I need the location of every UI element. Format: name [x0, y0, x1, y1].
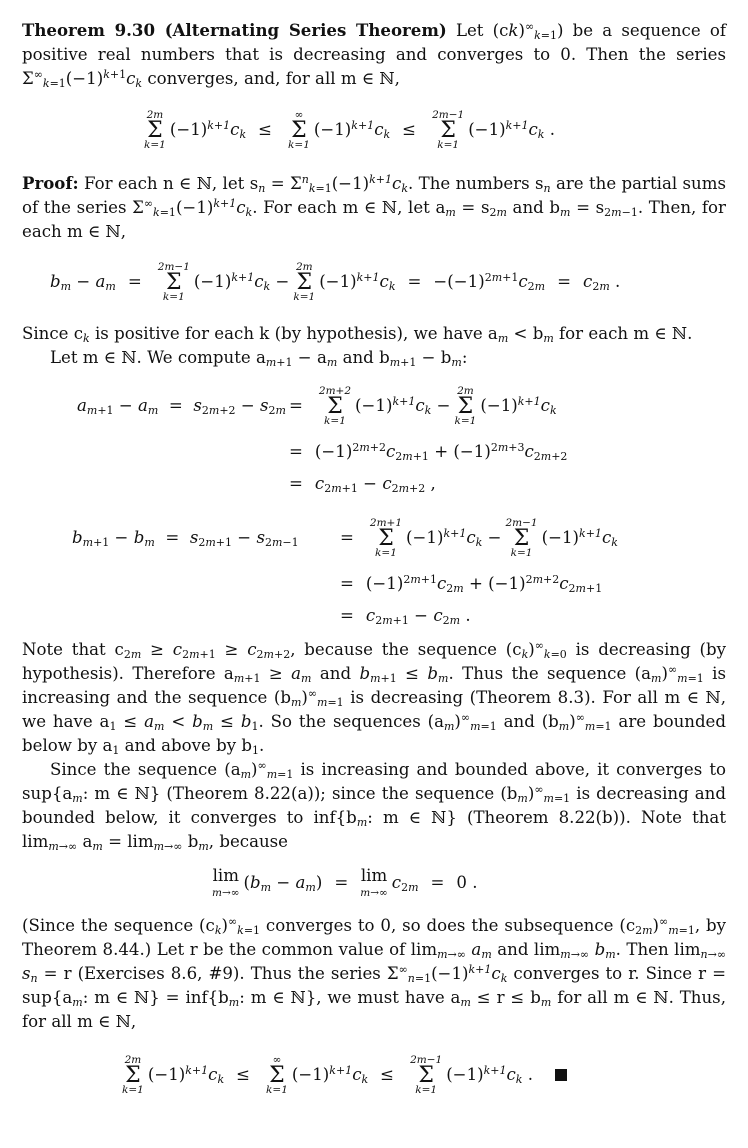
- equation-b-diff: $b_{m+1} - b_m = s_{2m+1} - s_{2m-1}$ = 2m+1 Σ k=1 $(-1)^{k+1}c_k$ − 2m−1 Σ k=1 $(-1)^{k+1}c_k$ = $(-1)^{2m+1}c_{2m} + (-1)^{2m+2}c_{2m+1}$ = $c_{2m+1} - c_{2m}$ .: [72, 517, 618, 627]
- compute-paragraph: Let m ∈ ℕ. We compute $a_{m+1} - a_m$ and $b_{m+1} - b_m$:: [50, 348, 468, 369]
- note-paragraph: Note that $c_{2m} \ge c_{2m+1} \ge c_{2m+2}$, because the sequence $(c_k)^\infty_{k=0}$ is decreasing (by hypothesis). Therefore $a_{m+1} \ge a_m$ and $b_{m+1} \le b_m$. Thus the sequence $(a_m)^\infty_{m=1}$ is increasing and the sequence $(b_m)^\infty_{m=1}$ is decreasing (Theorem 8.3). For all m ∈ ℕ, we have $a_1 \le a_m < b_m \le b_1$. So the sequences $(a_m)^\infty_{m=1}$ and $(b_m)^\infty_{m=1}$ are bounded below by $a_1$ and above by $b_1$.: [22, 639, 727, 757]
- theorem-paragraph: Theorem 9.30 (Alternating Series Theorem) Let $(ck)^\infty_{k=1}$) be a sequence of positive real numbers that is decreasing and converges to 0. Then the series $\Sigma^\infty_{k=1}(-1)^{k+1}c_k$ converges, and, for all m ∈ ℕ,: [22, 20, 726, 90]
- qed-square-icon: [555, 1069, 567, 1081]
- equation-bm-minus-am: $b_m$ − $a_m$ = 2m−1 Σ k=1 $(-1)^{k+1}c_k$ − 2m Σ k=1 $(-1)^{k+1}c_k$ = $-(-1)^{2m+1}c_{2m}$ = $c_{2m}$ .: [50, 261, 621, 303]
- theorem-heading: Theorem 9.30 (Alternating Series Theorem): [22, 20, 447, 40]
- equation-limit: lim m→∞ $(b_m - a_m)$ = lim m→∞ $c_{2m}$ = 0 .: [212, 865, 478, 899]
- proof-paragraph: Proof: For each n ∈ ℕ, let $s_n = \Sigma^n_{k=1}(-1)^{k+1}c_k$. The numbers $s_n$ are the partial sums of the series $\Sigma^\infty_{k=1}(-1)^{k+1}c_k$. For each m ∈ ℕ, let $a_m = s_{2m}$ and $b_m = s_{2m-1}$. Then, for each m ∈ ℕ,: [22, 173, 726, 241]
- equation-inequality-final: 2m Σ k=1 $(-1)^{k+1}c_k$ ≤ ∞ Σ k=1 $(-1)^{k+1}c_k$ ≤ 2m−1 Σ k=1 $(-1)^{k+1}c_k$ .: [118, 1042, 726, 1108]
- since-paragraph: Since $c_k$ is positive for each k (by hypothesis), we have $a_m < b_m$ for each m ∈ ℕ.: [22, 324, 693, 345]
- monotone-paragraph: Since the sequence $(a_m)^\infty_{m=1}$ is increasing and bounded above, it converges to $sup\{a_m$: m ∈ ℕ} (Theorem 8.22(a)); since the sequence $(b_m)^\infty_{m=1}$ is decreasing and bounded below, it converges to $inf\{b_m$: m ∈ ℕ} (Theorem 8.22(b)). Note that $\lim_{m\to\infty} a_m = \lim_{m\to\infty} b_m$, because: [22, 759, 726, 853]
- subsequence-paragraph: (Since the sequence $(c_k)^\infty_{k=1}$ converges to 0, so does the subsequence $(c_{2m})^\infty_{m=1}$, by Theorem 8.44.) Let r be the common value of $\lim_{m\to\infty} a_m$ and $\lim_{m\to\infty} b_m$. Then $\lim_{n\to\infty} s_n = r$ (Exercises 8.6, #9). Thus the series $\Sigma^\infty_{n=1}(-1)^{k+1}c_k$ converges to r. Since $r = sup\{a_m$: m ∈ ℕ} = $inf\{b_m$: m ∈ ℕ}, we must have $a_m \le r \le b_m$ for all m ∈ ℕ. Thus, for all m ∈ ℕ,: [22, 915, 727, 1031]
- equation-inequality-1: 2m Σ k=1 $(-1)^{k+1}c_k$ ≤ ∞ Σ k=1 $(-1)^{k+1}c_k$ ≤ 2m−1 Σ k=1 $(-1)^{k+1}c_k$ .: [144, 109, 556, 151]
- equation-a-diff: $a_{m+1} - a_m = s_{2m+2} - s_{2m}$ = 2m+2 Σ k=1 $(-1)^{k+1}c_k$ − 2m Σ k=1 $(-1)^{k+1}c_k$ = $(-1)^{2m+2}c_{2m+1} + (-1)^{2m+3}c_{2m+2}$ = $c_{2m+1} - c_{2m+2}$ ,: [77, 385, 568, 495]
- proof-label: Proof:: [22, 173, 79, 193]
